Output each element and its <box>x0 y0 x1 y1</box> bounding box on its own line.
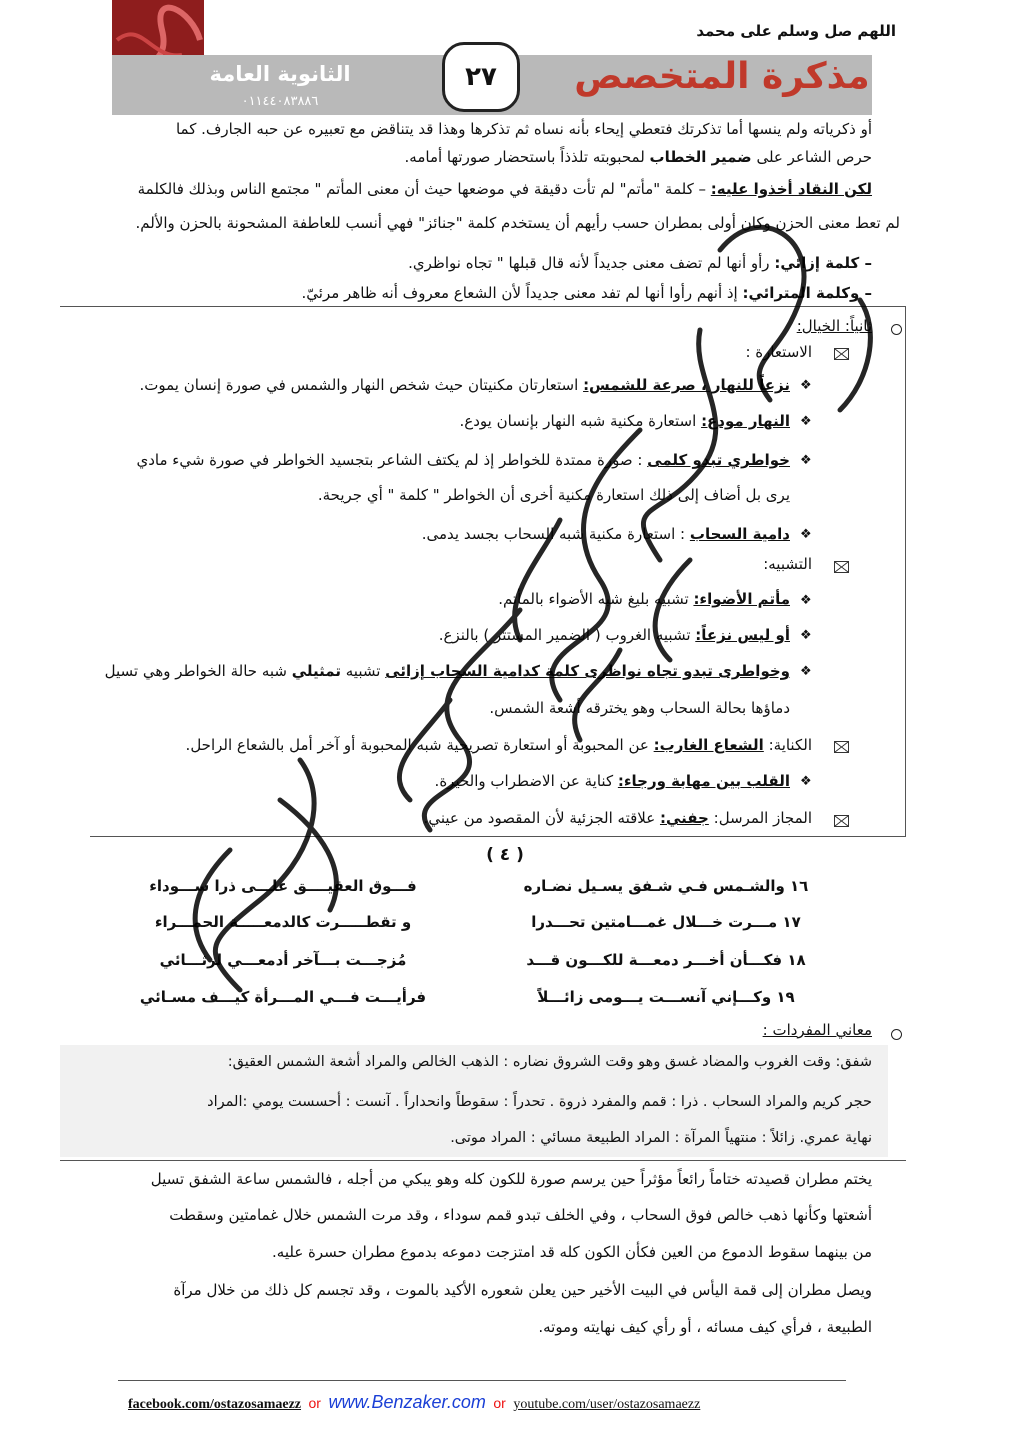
critics-line: لكن النقاد أخذوا عليه: – كلمة "مأتم" لم تأت دقيقة في موضعها حيث أن معنى المأتم " مجتمع الناس وبذلك فالكلمة <box>137 180 872 198</box>
facebook-link[interactable]: facebook.com/ostazosamaezz <box>128 1397 302 1412</box>
section-border <box>905 306 906 836</box>
diamond-bullet-icon: ❖ <box>800 593 812 608</box>
school-name: الثانوية العامة <box>209 62 351 86</box>
checkbox-icon <box>834 741 849 753</box>
metaphor-3-cont: يرى بل أضاف إلى ذلك استعارة مكنية أخرى أن الخواطر " كلمة " أي جريحة. <box>317 486 790 504</box>
metonymy-2: القلب بين مهابة ورجاء: كناية عن الاضطراب والحيرة. <box>434 772 790 790</box>
website-link[interactable]: www.Benzaker.com <box>328 1392 486 1412</box>
closing-line-3: من بينهما سقوط الدموع من العين فكأن الكون كله قد امتزجت دموعه بدموع مطران حسرة عليه. <box>272 1243 872 1261</box>
diamond-bullet-icon: ❖ <box>800 628 812 643</box>
section-number: ( ٤ ) <box>486 845 524 865</box>
closing-line-4: ويصل مطران إلى قمة اليأس في البيت الأخير حين يعلن شعوره الأكيد بالموت ، وقد تجسم كل ذلك من خلال مرآة <box>173 1281 872 1299</box>
bullet-circle-icon <box>891 324 902 335</box>
metaphor-3: خواطري تبدو كلمى : صورة ممتدة للخواطر إذ لم يكتف الشاعر بتجسيد الخواطر في صورة شيء مادي <box>136 451 790 469</box>
intro-line-1: أو ذكرياته ولم ينسها أما تذكرتك فتعطي إيحاء بأنه نساه ثم تذكرها وهذا قد يتناقض مع تعبيره عن حبه الجارف. كما <box>175 120 872 138</box>
vocab-line-3: نهاية عمري. زائلاً : منتهياً المرآة : المراد الطبيعة مسائي : المراد موتى. <box>450 1130 872 1146</box>
divider <box>60 1160 906 1161</box>
book-title: مذكرة المتخصص <box>574 56 870 97</box>
verse-16-first: ١٦ والشـمس فـي شـفق يسـيل نضـاره <box>523 877 809 895</box>
word-mutarai: – وكلمة المترائي: إذ أنهم رأوا أنها لم تفد معنى جديداً لأن الشعاع معروف أنه ظاهر مرئيّ. <box>301 284 872 302</box>
closing-line-2: أشعتها وكأنها ذهب خالص فوق السحاب ، وفي الخلف تبدو قمم سوداء ، وقد مرت الشمس خلال غمامتين وسقطت <box>169 1206 872 1224</box>
verse-19-second: فرأيـــت فـــي المـــرأة كيـــف مسـائي <box>139 988 427 1006</box>
verse-19-first: ١٩ وكـــإني آنســـت يـــومى زائـــلاً <box>537 988 795 1006</box>
checkbox-icon <box>834 348 849 360</box>
verse-17-second: و تقطـــــرت كالدمعـــــة الحمـــراء <box>154 913 412 931</box>
diamond-bullet-icon: ❖ <box>800 774 812 789</box>
divider <box>60 306 906 307</box>
vocab-line-2: حجر كريم والمراد السحاب . ذرا : قمم والمفرد ذروة . تحدراً : سقوطاً وانحداراً . آنست : أحسست يومي :المراد <box>207 1094 872 1110</box>
verse-18-first: ١٨ فكـــأن أخـــر دمعـــة للكـــون قـــد <box>526 951 806 969</box>
bullet-circle-icon <box>891 1029 902 1040</box>
intro-line-2: حرص الشاعر على ضمير الخطاب لمحبوبته تلذذاً باستحضار صورتها أمامه. <box>404 148 872 166</box>
verse-18-second: مُزجـــت بـــآخر أدمعـــي لرثـــائي <box>159 951 407 969</box>
diamond-bullet-icon: ❖ <box>800 664 812 679</box>
metaphor-heading: الاستعارة : <box>745 343 812 361</box>
or-separator: or <box>308 1395 321 1411</box>
imagery-heading: ثانياً: الخيال: <box>796 317 872 335</box>
majaz-mursal: المجاز المرسل: جفني: علاقته الجزئية لأن المقصود من عيني. <box>423 809 812 827</box>
simile-3: وخواطرى تبدو تجاه نواظرى كلمة كدامية السحاب إزائى تشبيه تمثيلي شبه حالة الخواطر وهي تسيل <box>104 662 790 680</box>
phone-number: ٠١١٤٤٠٨٣٨٨٦ <box>241 94 319 109</box>
checkbox-icon <box>834 815 849 827</box>
checkbox-icon <box>834 561 849 573</box>
simile-heading: التشبيه: <box>763 555 812 573</box>
footer <box>128 1392 848 1413</box>
diamond-bullet-icon: ❖ <box>800 378 812 393</box>
verse-16-second: فـــوق العقيــــق علـــى ذرا ســـوداء <box>149 877 417 895</box>
vocab-line-1: شفق: وقت الغروب والمضاد غسق وهو وقت الشروق نضاره : الذهب الخالص والمراد أشعة الشمس العقيق: <box>227 1054 872 1070</box>
metonymy-1: الكناية: الشعاع الغارب: عن المحبوبة أو استعارة تصريحية شبه المحبوبة أو آخر أمل بالشعاع الراحل. <box>185 736 812 754</box>
page-number: ٢٧ <box>442 42 520 112</box>
simile-1: مأتم الأضواء: تشبيه بليغ شبه الأضواء بالمأتم. <box>498 590 790 608</box>
or-separator: or <box>493 1395 506 1411</box>
metaphor-2: النهار مودع: استعارة مكنية شبه النهار بإنسان يودع. <box>459 412 790 430</box>
simile-3-cont: دماؤها بحالة السحاب وهو يخترقه أشعة الشمس. <box>489 699 790 717</box>
simile-2: أو ليس نزعاً: تشبيه الغروب ( الضمير المستتر ) بالنزع. <box>438 626 790 644</box>
youtube-link[interactable]: youtube.com/user/ostazosamaezz <box>513 1397 701 1412</box>
metaphor-1: نزعاً للنهار ، صرعة للشمس: استعارتان مكنيتان حيث شخص النهار والشمس في صورة إنسان يموت. <box>139 376 790 394</box>
closing-line-1: يختم مطران قصيدته ختاماً رائعاً مؤثراً حين يرسم صورة للكون كله وهو يبكي من أجله ، فالشمس ساعة الشفق تسيل <box>150 1170 872 1188</box>
word-izai: – كلمة إزائي: رأو أنها لم تضف معنى جديداً لأنه قال قبلها " تجاه نواظري. <box>408 254 872 272</box>
closing-line-5: الطبيعة ، فرأي كيف مسائه ، أو رأي كيف نهايته وموته. <box>538 1318 872 1336</box>
diamond-bullet-icon: ❖ <box>800 527 812 542</box>
diamond-bullet-icon: ❖ <box>800 414 812 429</box>
intro-line-4: لم تعط معنى الحزن وكان أولى بمطران حسب رأيهم أن يستخدم كلمة "جنائز" فهي أنسب للعاطفة المشحونة بالحزن والألم. <box>135 214 900 232</box>
diamond-bullet-icon: ❖ <box>800 453 812 468</box>
verse-17-first: ١٧ مـــرت خـــلال غمـــامتين تحـــدرا <box>531 913 801 931</box>
divider <box>90 836 906 837</box>
metaphor-4: دامية السحاب : استعارة مكنية شبه السحاب بجسد يدمى. <box>421 525 790 543</box>
header-prayer: اللهم صل وسلم على محمد <box>696 22 896 40</box>
footer-divider <box>118 1380 846 1381</box>
vocab-heading: معاني المفردات : <box>762 1021 872 1039</box>
